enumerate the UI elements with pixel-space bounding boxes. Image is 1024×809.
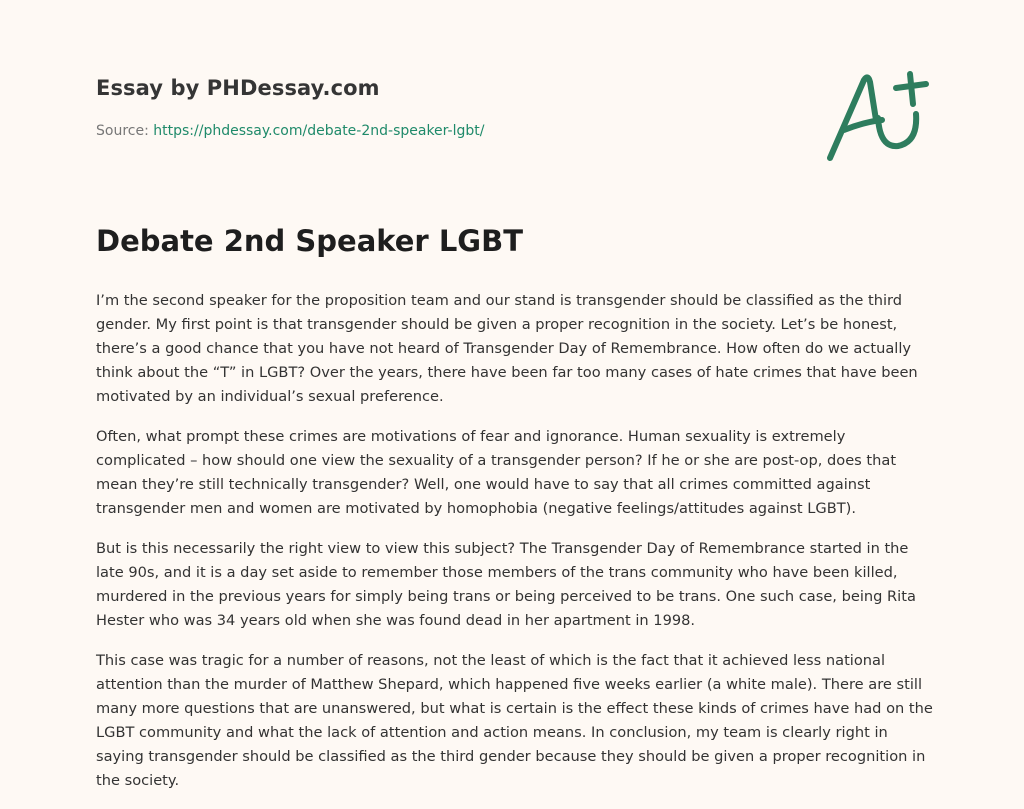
paragraph: Often, what prompt these crimes are motivations of fear and ignorance. Human sexuality is extremely complicated – how should one view the sexuality of a transgender person? If he or she are post-op, does that mean they’re still technically transgender? Well, one would have to say that all crimes committed against transgender men and women are motivated by homophobia (negative feelings/attitudes against LGBT).	[96, 428, 897, 517]
paragraph: I’m the second speaker for the proposition team and our stand is transgender should be classified as the third gender. My first point is that transgender should be given a proper recognition in the society. Let’s be honest, there’s a good chance that you have not heard of Transgender Day of Remembrance. How often do we actually think about the “T” in LGBT? Over the years, there have been far too many cases of hate crimes that have been motivated by an individual’s sexual preference.	[96, 292, 918, 405]
essay-title: Debate 2nd Speaker LGBT	[96, 224, 523, 258]
source-label: Source:	[96, 123, 149, 139]
site-brand: Essay by PHDessay.com	[96, 76, 380, 100]
source-link[interactable]: https://phdessay.com/debate-2nd-speaker-lgbt/	[153, 123, 485, 139]
a-plus-logo-icon	[818, 62, 936, 168]
paragraph: But is this necessarily the right view to view this subject? The Transgender Day of Remembrance started in the late 90s, and it is a day set aside to remember those members of the trans community who have been killed, murdered in the previous years for simply being trans or being perceived to be trans. One such case, being Rita Hester who was 34 years old when she was found dead in her apartment in 1998.	[96, 540, 916, 629]
essay-body	[96, 289, 938, 809]
source-line	[96, 123, 484, 139]
paragraph: This case was tragic for a number of reasons, not the least of which is the fact that it achieved less national attention than the murder of Matthew Shepard, which happened five weeks earlier (a white male). There are still many more questions that are unanswered, but what is certain is the effect these kinds of crimes have had on the LGBT community and what the lack of attention and action means. In conclusion, my team is clearly right in saying transgender should be classified as the third gender because they should be given a proper recognition in the society.	[96, 652, 933, 789]
